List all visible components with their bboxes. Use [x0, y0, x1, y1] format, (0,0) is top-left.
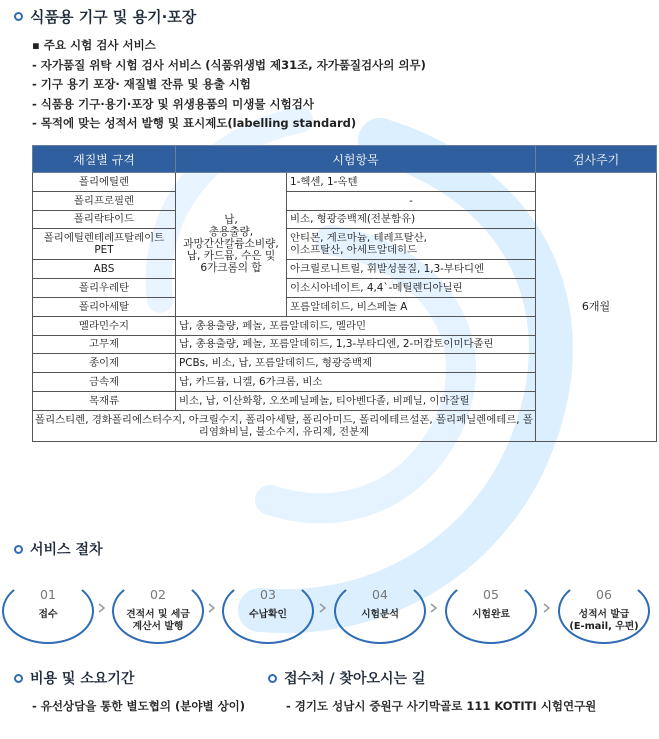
spec-table: [32, 145, 657, 442]
step-number: 01: [40, 587, 56, 602]
step-label: 시험완료: [472, 609, 510, 620]
step-number: 06: [596, 587, 612, 602]
procedure-step-02: [110, 578, 206, 644]
material-cell: ABS: [33, 260, 176, 279]
step-number: 05: [483, 587, 499, 602]
bullet-item: - 기구 용기 포장· 재질별 잔류 및 용출 시험: [32, 77, 251, 91]
procedure-step-05: [443, 578, 539, 644]
material-cell: 목재류: [33, 391, 176, 410]
contact-title-text: 접수처 / 찾아오시는 길: [284, 671, 426, 687]
step-label: 견적서 및 세금 계산서 발행: [126, 609, 190, 632]
table-header-row: [33, 146, 657, 173]
step-label: 시험분석: [361, 609, 399, 620]
common-items-cell: [176, 173, 287, 317]
procedure-step-06: [556, 578, 652, 644]
items-cell: 이소시아네이트, 4,4`-메틸렌디아닐린: [287, 279, 536, 298]
step-label: 접수: [38, 609, 58, 620]
material-cell: 폴리우레탄: [33, 279, 176, 298]
main-service-heading: ▪ 주요 시험 검사 서비스: [32, 38, 156, 52]
common-items-text: 납, 총용출량, 과망간산칼륨소비량, 납, 카드뮴, 수은 및 6가크롬의 합: [183, 214, 279, 275]
page-title-text: 식품용 기구 및 용기·포장: [30, 8, 197, 26]
items-cell: 비소, 납, 이산화황, 오쏘페닐페놀, 티아벤다졸, 비페닐, 이마잘릴: [176, 391, 536, 410]
items-cell: 납, 총용출량, 페놀, 포름알데히드, 1,3-부타디엔, 2-머캅토이미다졸린: [176, 335, 536, 354]
bullet-item: - 식품용 기구·용기·포장 및 위생용품의 미생물 시험검사: [32, 96, 314, 111]
circle-bullet-icon: [14, 12, 23, 21]
procedure-step-04: [332, 578, 428, 644]
cost-text: - 유선상담을 통한 별도협의 (분야별 상이): [32, 699, 246, 713]
items-cell: 안티몬, 게르마늄, 테레프탈산, 이소프탈산, 아세트알데히드: [287, 229, 536, 260]
material-cell: 폴리프로필렌: [33, 191, 176, 210]
period-cell: 6개월: [536, 173, 657, 442]
procedure-title: [14, 539, 103, 559]
material-cell: 폴리에틸렌: [33, 173, 176, 192]
circle-bullet-icon: [14, 674, 23, 683]
circle-bullet-icon: [14, 545, 23, 554]
items-cell: 포름알데히드, 비스페놀 A: [287, 297, 536, 316]
material-cell: 종이제: [33, 354, 176, 373]
items-cell: 납, 총용출량, 페놀, 포름알데히드, 멜라민: [176, 316, 536, 335]
chevron-right-icon: [207, 598, 217, 608]
service-bullets: [32, 36, 426, 134]
footer-materials-cell: 폴리스티렌, 경화폴리에스터수지, 아크릴수지, 폴리아세탈, 폴리아미드, 폴리에테르설폰, 폴리페닐렌에테르, 폴리염화비닐, 불소수지, 유리제, 전분제: [33, 410, 536, 441]
step-number: 02: [150, 587, 166, 602]
items-cell: -: [287, 191, 536, 210]
material-cell: 멜라민수지: [33, 316, 176, 335]
procedure-step-01: [0, 578, 96, 644]
header-material: 재질별 규격: [33, 146, 176, 173]
table-row: [33, 173, 657, 192]
items-cell: 납, 카드뮴, 니켈, 6가크롬, 비소: [176, 373, 536, 392]
header-items: 시험항목: [176, 146, 536, 173]
procedure-title-text: 서비스 절차: [30, 542, 103, 558]
items-cell: PCBs, 비소, 납, 포름알데히드, 형광증백제: [176, 354, 536, 373]
header-period: 검사주기: [536, 146, 657, 173]
chevron-right-icon: [429, 598, 439, 608]
material-cell: 폴리아세탈: [33, 297, 176, 316]
material-cell: 고무제: [33, 335, 176, 354]
items-cell: 비소, 형광증백제(전분함유): [287, 210, 536, 229]
circle-bullet-icon: [268, 674, 277, 683]
cost-title-text: 비용 및 소요기간: [30, 671, 135, 687]
contact-title: [268, 668, 425, 688]
items-cell: 아크릴로니트릴, 휘발성물질, 1,3-부타디엔: [287, 260, 536, 279]
chevron-right-icon: [97, 598, 107, 608]
contact-text: - 경기도 성남시 중원구 사기막골로 111 KOTITI 시험연구원: [286, 699, 597, 713]
chevron-right-icon: [318, 598, 328, 608]
step-number: 03: [260, 587, 276, 602]
material-cell: 금속제: [33, 373, 176, 392]
step-label: 성적서 발급 (E-mail, 우편): [569, 609, 639, 632]
bullet-item: - 목적에 맞는 성적서 발행 및 표시제도(labelling standard): [32, 116, 357, 130]
step-label: 수납확인: [249, 609, 287, 620]
items-cell: 1-헥센, 1-옥텐: [287, 173, 536, 192]
chevron-right-icon: [542, 598, 552, 608]
material-cell: 폴리에틸렌테레프탈레이트 PET: [33, 229, 176, 260]
material-cell: 폴리락타이드: [33, 210, 176, 229]
procedure-step-03: [220, 578, 316, 644]
bullet-item: - 자가품질 위탁 시험 검사 서비스 (식품위생법 제31조, 자가품질검사의 의무): [32, 57, 426, 72]
step-number: 04: [372, 587, 388, 602]
cost-title: [14, 668, 134, 688]
page-title: [14, 6, 196, 27]
